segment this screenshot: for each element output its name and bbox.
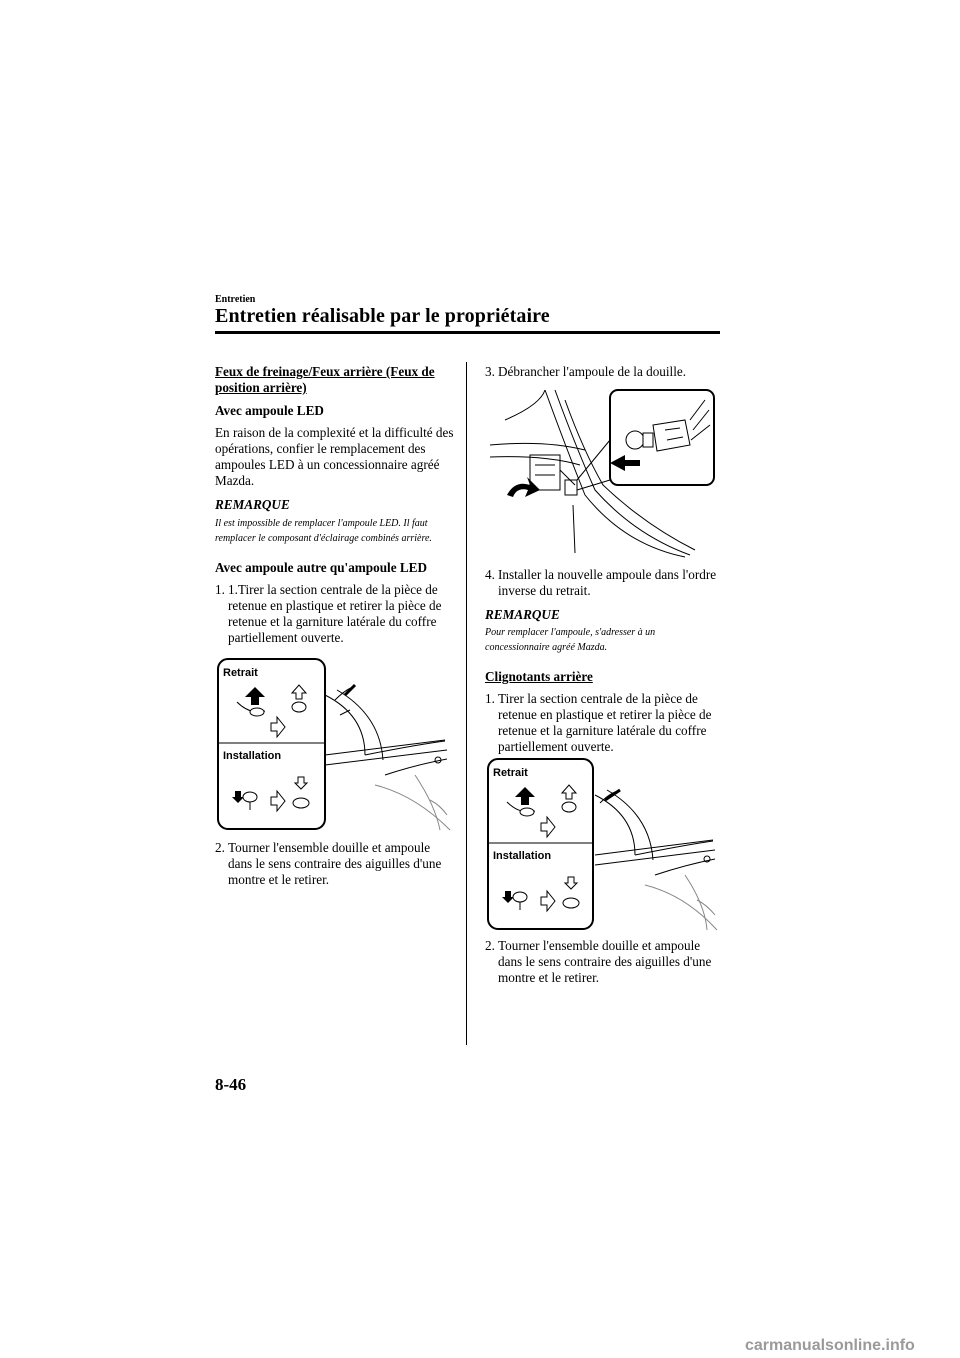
label-installation: Installation [223,750,282,762]
step-number: 1. [485,691,495,706]
step-text: Tirer la section centrale de la pièce de retenue en plastique et retirer la pièce de retenue et la garniture latérale du coffre partiellement ouverte. [498,691,712,754]
step-text: Installer la nouvelle ampoule dans l'ordre inverse du retrait. [498,567,717,598]
title-rule [215,331,720,334]
heading-rear-indicators: Clignotants arrière [485,669,593,684]
step-number: 2. [215,840,225,855]
step-text: Débrancher l'ampoule de la douille. [498,364,687,379]
left-column-lower [215,840,455,888]
step-text: Tourner l'ensemble douille et ampoule dans le sens contraire des aiguilles d'une montre et le retirer. [498,938,712,985]
right-column-mid [485,567,720,755]
label-removal: Retrait [493,767,528,779]
step-number: 1. [215,582,225,597]
remark-heading: REMARQUE [215,497,290,512]
remark-text: Pour remplacer l'ampoule, s'adresser à un concessionnaire agréé Mazda. [485,627,656,653]
remark-text: Il est impossible de remplacer l'ampoule LED. Il faut remplacer le composant d'éclairage combinés arrière. [215,518,432,544]
subheading-led: Avec ampoule LED [215,403,324,418]
right-column-top [485,364,720,380]
heading-brake-lights: Feux de freinage/Feux arrière (Feux de position arrière) [215,364,435,395]
page-title: Entretien réalisable par le propriétaire [215,305,550,327]
step-4 [485,567,720,599]
section-label: Entretien [215,294,256,305]
step-1 [215,582,455,646]
step-1 [485,691,720,755]
step-number: 3. [485,364,495,379]
left-column [215,364,455,646]
figure-bulb-removal [485,385,720,560]
subheading-non-led: Avec ampoule autre qu'ampoule LED [215,560,427,575]
figure-clip-removal [215,655,455,835]
watermark: carmanualsonline.info [745,1337,915,1354]
bulb-figure-illustration [485,385,720,560]
led-paragraph: En raison de la complexité et la difficulté des opérations, confier le remplacement des ampoules LED à un concessionnaire agréé Mazda. [215,425,454,488]
step-number: 4. [485,567,495,582]
column-divider [466,362,467,1045]
clip-figure-illustration [485,755,720,935]
step-text: 1.Tirer la section centrale de la pièce de retenue en plastique et retirer la pièce de retenue et la garniture latérale du coffre partiellement ouverte. [228,582,442,645]
step-number: 2. [485,938,495,953]
page-number: 8-46 [215,1075,247,1094]
clip-figure-illustration [215,655,455,835]
remark-heading: REMARQUE [485,607,560,622]
step-3 [485,364,720,380]
label-removal: Retrait [223,667,258,679]
figure-clip-removal-2 [485,755,720,935]
step-text: Tourner l'ensemble douille et ampoule dans le sens contraire des aiguilles d'une montre et le retirer. [228,840,442,887]
step-2 [485,938,720,986]
step-2 [215,840,455,888]
label-installation: Installation [493,850,552,862]
right-column-lower [485,938,720,986]
